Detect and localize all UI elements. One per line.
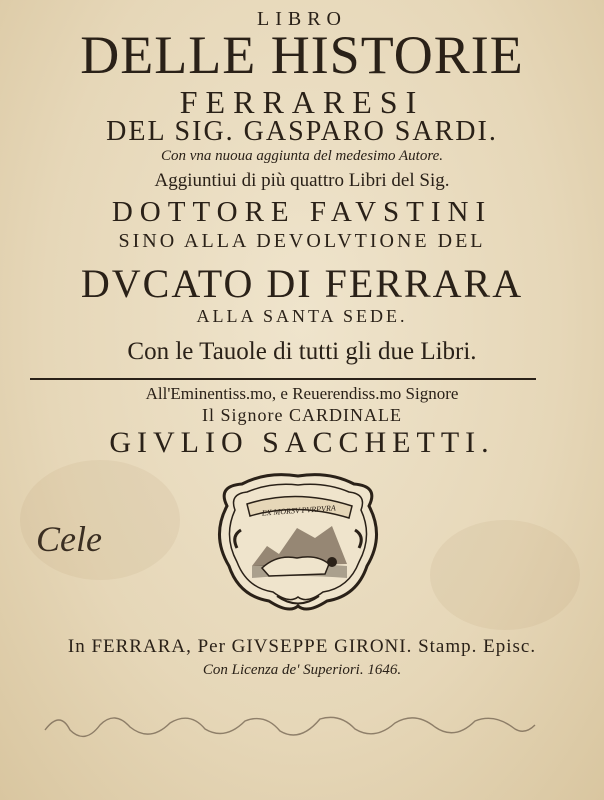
dedication-line: All'Eminentiss.mo, e Reuerendiss.mo Signore xyxy=(145,384,459,403)
ducato-line: DVCATO DI FERRARA xyxy=(80,261,524,306)
imprint-line: In FERRARA, Per GIVSEPPE GIRONI. Stamp. Episc. xyxy=(67,636,537,657)
libro-line: LIBRO xyxy=(257,8,347,30)
handwritten-note: Cele xyxy=(36,519,102,559)
cardinal-line: Il Signore CARDINALE xyxy=(202,405,402,425)
paper-stain xyxy=(430,520,580,630)
devolution-line: SINO ALLA DEVOLVTIONE DEL xyxy=(118,230,486,252)
ferraresi-line: FERRARESI xyxy=(179,84,425,120)
main-title: DELLE HISTORIE xyxy=(80,25,524,85)
divider-rule xyxy=(30,378,536,380)
handwritten-ownership-inscription-icon xyxy=(40,705,540,745)
addition-line: Con vna nuoua aggiunta del medesimo Autore. xyxy=(160,148,444,164)
tables-line: Con le Tauole di tutti gli due Libri. xyxy=(127,338,477,365)
author-line: DEL SIG. GASPARO SARDI. xyxy=(106,116,498,147)
dedicatee-name: GIVLIO SACCHETTI. xyxy=(109,426,495,459)
faustini-line: DOTTORE FAVSTINI xyxy=(111,196,493,228)
emblem-motto: EX MORSV PVRPVRA xyxy=(261,503,337,518)
printer-emblem-icon xyxy=(207,466,389,616)
additional-books-line: Aggiuntiui di più quattro Libri del Sig. xyxy=(154,170,450,191)
license-year-line: Con Licenza de' Superiori. 1646. xyxy=(202,662,402,678)
santa-sede-line: ALLA SANTA SEDE. xyxy=(196,306,408,326)
